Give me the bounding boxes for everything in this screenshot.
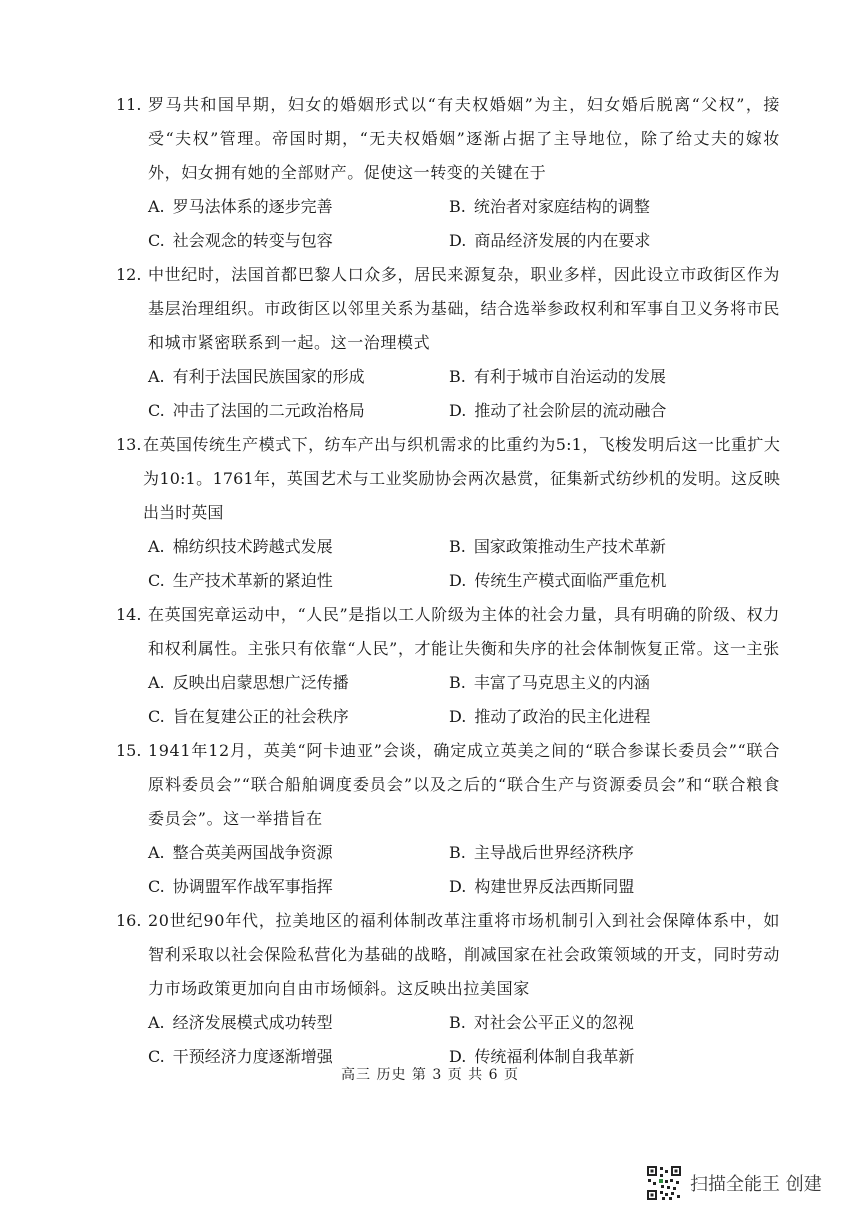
question-list [0,88,860,1074]
question-stem: 罗马共和国早期，妇女的婚姻形式以“有夫权婚姻”为主，妇女婚后脱离“父权”，接受“夫权”管理。帝国时期，“无夫权婚姻”逐渐占据了主导地位，除了给丈夫的嫁妆外，妇女拥有她的全部财产。促使这一转变的关键在于 [148,95,780,182]
option-c[interactable]: C. 协调盟军作战军事指挥 [148,877,333,896]
question-14 [0,598,860,734]
option-b[interactable]: B. 统治者对家庭结构的调整 [449,197,650,216]
option-c[interactable]: C. 旨在复建公正的社会秩序 [148,707,349,726]
option-d[interactable]: D. 商品经济发展的内在要求 [449,231,651,250]
option-b[interactable]: B. 对社会公平正义的忽视 [449,1013,634,1032]
question-number: 12. [116,265,142,284]
question-stem: 中世纪时，法国首都巴黎人口众多，居民来源复杂，职业多样，因此设立市政街区作为基层治理组织。市政街区以邻里关系为基础，结合选举参政权利和军事自卫义务将市民和城市紧密联系到一起。这一治理模式 [148,265,780,352]
option-d[interactable]: D. 传统生产模式面临严重危机 [449,571,667,590]
question-stem: 在英国宪章运动中，“人民”是指以工人阶级为主体的社会力量，具有明确的阶级、权力和权利属性。主张只有依靠“人民”，才能让失衡和失序的社会体制恢复正常。这一主张 [148,605,780,658]
option-d[interactable]: D. 构建世界反法西斯同盟 [449,877,635,896]
watermark-text: 扫描全能王 创建 [690,1174,822,1195]
question-number: 13. [116,435,142,454]
option-a[interactable]: A. 整合英美两国战争资源 [148,843,333,862]
question-number: 14. [116,605,142,624]
option-a[interactable]: A. 有利于法国民族国家的形成 [148,367,365,386]
option-c[interactable]: C. 生产技术革新的紧迫性 [148,571,333,590]
option-d[interactable]: D. 推动了社会阶层的流动融合 [449,401,667,420]
option-c[interactable]: C. 社会观念的转变与包容 [148,231,333,250]
option-c[interactable]: C. 冲击了法国的二元政治格局 [148,401,365,420]
scanner-watermark [646,1163,822,1203]
option-group [148,666,780,734]
question-stem: 在英国传统生产模式下，纺车产出与织机需求的比重约为5:1，飞梭发明后这一比重扩大为10:1。1761年，英国艺术与工业奖励协会两次悬赏，征集新式纺纱机的发明。这反映出当时英国 [143,435,780,522]
option-group [148,530,780,598]
option-group [148,836,780,904]
option-d[interactable]: D. 推动了政治的民主化进程 [449,707,651,726]
question-11 [0,88,860,258]
option-c[interactable]: C. 干预经济力度逐渐增强 [148,1047,333,1066]
question-number: 16. [116,911,142,930]
option-b[interactable]: B. 有利于城市自治运动的发展 [449,367,666,386]
question-15 [0,734,860,904]
question-number: 15. [116,741,142,760]
option-b[interactable]: B. 主导战后世界经济秩序 [449,843,634,862]
question-13 [0,428,860,598]
option-a[interactable]: A. 棉纺织技术跨越式发展 [148,537,333,556]
question-12 [0,258,860,428]
option-group [148,190,780,258]
question-stem: 1941年12月，英美“阿卡迪亚”会谈，确定成立英美之间的“联合参谋长委员会”“联合原料委员会”“联合船舶调度委员会”以及之后的“联合生产与资源委员会”和“联合粮食委员会”。这一举措旨在 [148,741,780,828]
option-b[interactable]: B. 丰富了马克思主义的内涵 [449,673,650,692]
option-b[interactable]: B. 国家政策推动生产技术革新 [449,537,666,556]
question-number: 11. [116,95,142,114]
qr-code-icon [646,1165,682,1201]
option-group [148,360,780,428]
option-a[interactable]: A. 经济发展模式成功转型 [148,1013,333,1032]
option-a[interactable]: A. 反映出启蒙思想广泛传播 [148,673,349,692]
option-d[interactable]: D. 传统福利体制自我革新 [449,1047,635,1066]
question-stem: 20世纪90年代，拉美地区的福利体制改革注重将市场机制引入到社会保障体系中，如智利采取以社会保险私营化为基础的战略，削减国家在社会政策领域的开支，同时劳动力市场政策更加向自由市场倾斜。这反映出拉美国家 [148,911,780,998]
option-a[interactable]: A. 罗马法体系的逐步完善 [148,197,333,216]
page-footer: 高三 历史 第 3 页 共 6 页 [341,1067,519,1083]
question-16 [0,904,860,1074]
